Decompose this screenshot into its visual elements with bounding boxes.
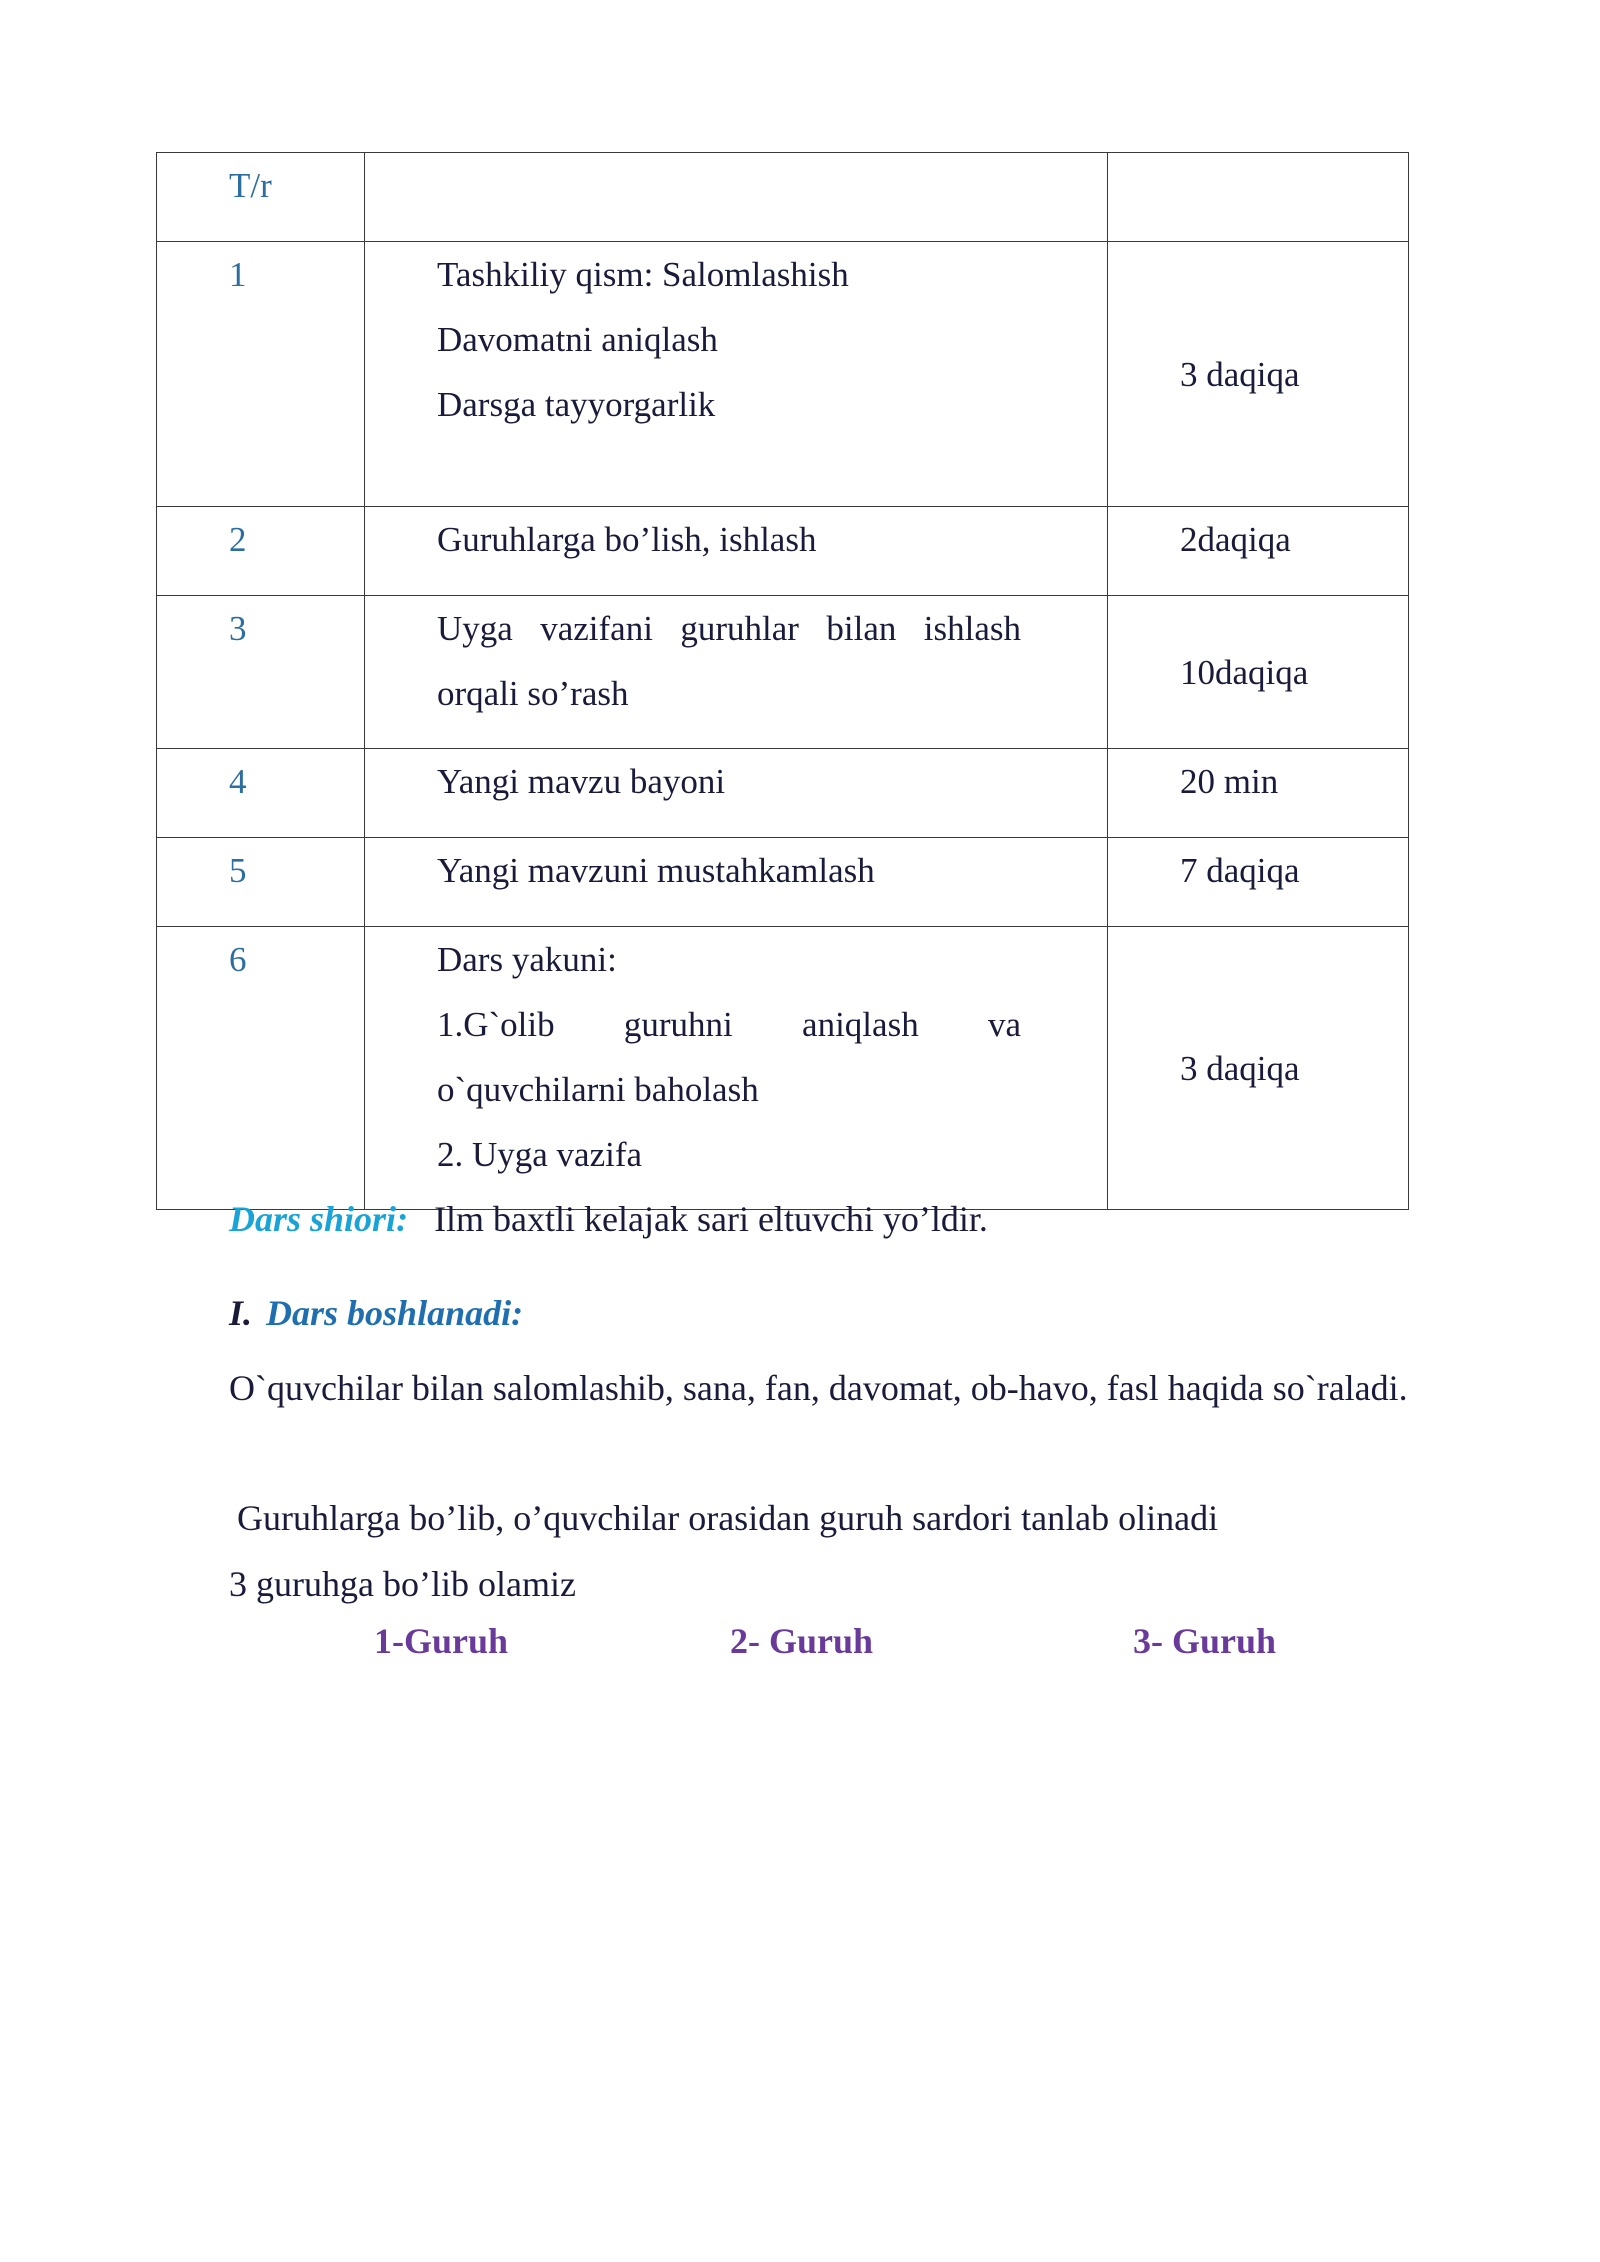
activity-line: Tashkiliy qism: Salomlashish xyxy=(437,255,849,294)
table-row xyxy=(157,242,1409,507)
row-activity xyxy=(365,749,1108,838)
row-num: 3 xyxy=(157,596,365,749)
paragraph-groups: Guruhlarga bo’lib, o’quvchilar orasidan guruh sardori tanlab olinadi xyxy=(237,1498,1219,1538)
table-row xyxy=(157,838,1409,927)
activity-line: 1.G`olib guruhni aniqlash va xyxy=(437,1005,1021,1044)
table-row xyxy=(157,507,1409,596)
header-activity xyxy=(365,153,1108,242)
table-row xyxy=(157,927,1409,1210)
row-num: 1 xyxy=(157,242,365,507)
lesson-motto xyxy=(229,1198,988,1240)
paragraph-three-groups: 3 guruhga bo’lib olamiz xyxy=(229,1564,576,1604)
row-time: 3 daqiqa xyxy=(1108,242,1409,507)
lesson-plan-table xyxy=(156,152,1409,1210)
table-header-row xyxy=(157,153,1409,242)
row-activity xyxy=(365,242,1108,507)
group-label-2: 2- Guruh xyxy=(730,1621,874,1661)
row-num: 6 xyxy=(157,927,365,1210)
activity-line: Guruhlarga bo’lish, ishlash xyxy=(437,520,817,559)
row-activity xyxy=(365,507,1108,596)
row-time: 20 min xyxy=(1108,749,1409,838)
activity-line: Davomatni aniqlash xyxy=(437,320,718,359)
row-activity xyxy=(365,927,1108,1210)
section-number: I. xyxy=(229,1293,253,1333)
activity-line: orqali so’rash xyxy=(437,674,629,713)
activity-line: o`quvchilarni baholash xyxy=(437,1070,759,1109)
row-num: 2 xyxy=(157,507,365,596)
activity-line: Darsga tayyorgarlik xyxy=(437,385,716,424)
section-heading xyxy=(229,1292,523,1334)
row-num: 4 xyxy=(157,749,365,838)
group-label-1: 1-Guruh xyxy=(374,1621,509,1661)
paragraph-greeting: O`quvchilar bilan salomlashib, sana, fan, davomat, ob-havo, fasl haqida so`raladi. xyxy=(229,1368,1408,1408)
activity-line: 2. Uyga vazifa xyxy=(437,1135,643,1174)
activity-line: Yangi mavzu bayoni xyxy=(437,762,726,801)
motto-text: Ilm baxtli kelajak sari eltuvchi yo’ldir. xyxy=(434,1199,988,1239)
header-num: T/r xyxy=(157,153,365,242)
section-title: Dars boshlanadi: xyxy=(266,1293,524,1333)
motto-label: Dars shiori: xyxy=(229,1199,409,1239)
group-label-3: 3- Guruh xyxy=(1133,1621,1277,1661)
row-activity xyxy=(365,596,1108,749)
row-time: 7 daqiqa xyxy=(1108,838,1409,927)
activity-line: Yangi mavzuni mustahkamlash xyxy=(437,851,875,890)
row-num: 5 xyxy=(157,838,365,927)
activity-line: Uyga vazifani guruhlar bilan ishlash xyxy=(437,609,1021,648)
table-row xyxy=(157,749,1409,838)
activity-line: Dars yakuni: xyxy=(437,940,617,979)
row-time: 2daqiqa xyxy=(1108,507,1409,596)
header-time xyxy=(1108,153,1409,242)
row-activity xyxy=(365,838,1108,927)
row-time: 10daqiqa xyxy=(1108,596,1409,749)
row-time: 3 daqiqa xyxy=(1108,927,1409,1210)
table-row xyxy=(157,596,1409,749)
